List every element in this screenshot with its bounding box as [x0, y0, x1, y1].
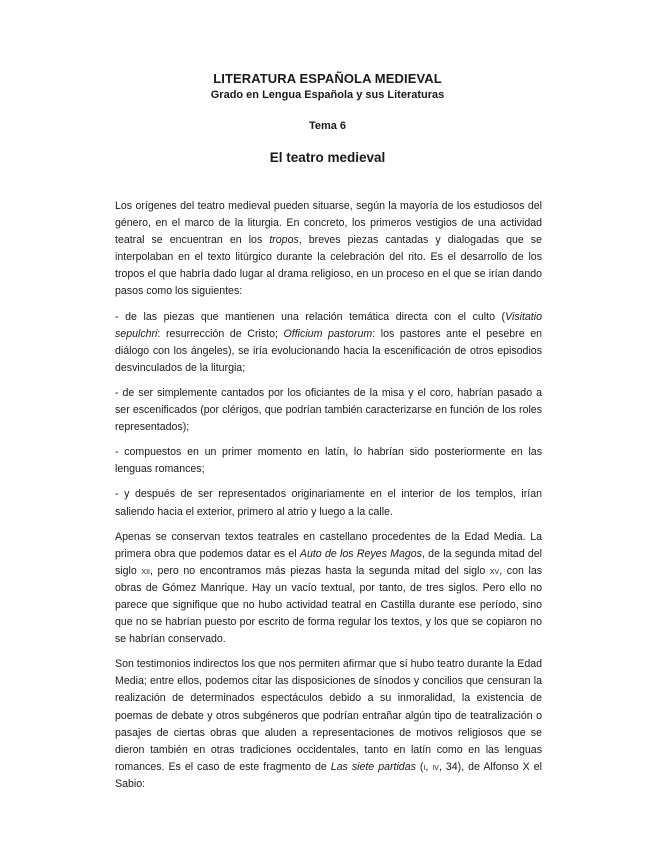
paragraph-list-item-4: - y después de ser representados originariamente en el interior de los templos, irían saliendo hacia el exterior, primero al atrio y luego a la calle. — [115, 488, 542, 518]
text-span: , breves piezas cantadas y dialogadas que se interpolaban en el texto litúrgico durante la celebración del rito. Es el desarrollo de los tropos el que habría dado lugar al drama religioso, en un proceso en el que se irían dando pasos como los siguientes: — [115, 234, 542, 298]
text-span: : resurrección de Cristo; — [157, 327, 284, 340]
topic-number: Tema 6 — [308, 120, 347, 132]
text-span: , pero no encontramos más piezas hasta la segunda mitad del siglo — [149, 564, 490, 577]
century-numeral: xv — [489, 565, 500, 577]
italic-title: Auto de los Reyes Magos — [299, 547, 422, 560]
text-span: - de las piezas que mantienen una relación temática directa con el culto ( — [115, 310, 506, 323]
roman-numeral: i — [423, 761, 426, 773]
text-span: , — [425, 760, 433, 773]
century-numeral: xii — [141, 565, 150, 577]
paragraph-list-item-3: - compuestos en un primer momento en latín, lo habrían sido posteriormente en las lenguas romances; — [115, 446, 542, 476]
italic-term: tropos — [269, 234, 299, 247]
text-span: Apenas se conservan textos teatrales en castellano procedentes de la Edad Media. La primera obra que podemos datar es el — [115, 530, 542, 560]
text-span: Los orígenes del teatro medieval pueden situarse, según la mayoría de los estudiosos del género, en el marco de la liturgia. En concreto, los primeros vestigios de una actividad teatral se encuentran en los — [115, 200, 542, 247]
document-body — [115, 198, 542, 801]
text-span: : los pastores ante el pesebre en diálogo con los ángeles), se iría evolucionando hacia la escenificación de otros episodios desvinculados de la liturgia; — [115, 327, 542, 374]
italic-title: Las siete partidas — [330, 760, 416, 773]
roman-numeral: iv — [432, 761, 439, 773]
italic-term: Officium pastorum — [283, 327, 373, 340]
document-title: LITERATURA ESPAÑOLA MEDIEVAL — [213, 71, 442, 86]
paragraph-list-item-1 — [115, 309, 542, 377]
text-span: , 34), de Alfonso X el Sabio: — [115, 760, 542, 790]
paragraph-list-item-2: - de ser simplemente cantados por los oficiantes de la misa y el coro, habrían pasado a ser escenificados (por clérigos, que podrían también caracterizarse en función de los roles representados); — [115, 386, 542, 434]
text-span: , de la segunda mitad del siglo — [115, 547, 542, 577]
text-span: Son testimonios indirectos los que nos permiten afirmar que sí hubo teatro durante la Edad Media; entre ellos, podemos citar las disposiciones de sínodos y concilios que censuran la realización de determinados espectáculos debido a su inmoralidad, la existencia de poemas de debate y otros subgéneros que podrían entrañar algún tipo de teatralización o pasajes de ciertas obras que aluden a representaciones de motivos religiosos que se dieron también en otras tradiciones occidentales, tanto en latín como en las lenguas romances. Es el caso de este fragmento de — [115, 658, 542, 773]
paragraph-origins — [115, 198, 542, 301]
section-heading: El teatro medieval — [269, 150, 386, 165]
text-span: ( — [415, 760, 424, 773]
paragraph-surviving-texts — [115, 529, 542, 649]
text-span: , con las obras de Gómez Manrique. Hay un vacío textual, por tanto, de tres siglos. Pero ello no parece que signifique que no hubo actividad teatral en Castilla durante ese período, sino que no se habrían puesto por escrito de forma regular los textos, y los que se copiaron no se habrían conservado. — [115, 564, 543, 646]
document-subtitle: Grado en Lengua Española y sus Literaturas — [210, 89, 445, 101]
paragraph-indirect-testimony — [115, 656, 542, 793]
italic-term: Visitatio sepulchri — [115, 310, 542, 340]
